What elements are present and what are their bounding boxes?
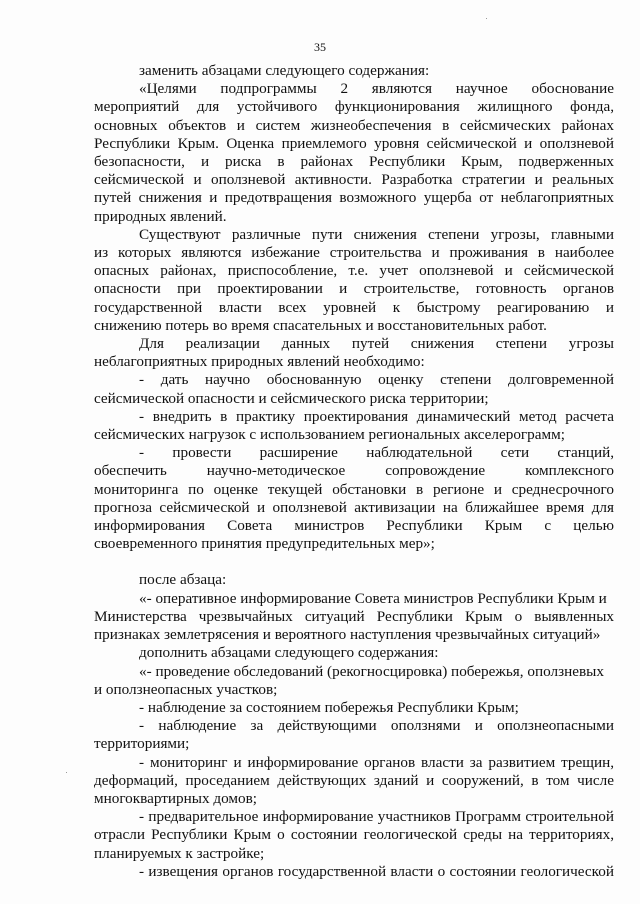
text-line: - внедрить в практику проектирования динамический метод расчета [139,407,614,425]
text-line: Существуют различные пути снижения степени угрозы, главными [139,225,614,243]
text-line: территориями; [94,735,190,753]
text-line: - дать научно обоснованную оценку степени долговременной [139,371,614,389]
text-line: деформаций, проседанием действующих зданий и сооружений, в том числе [94,771,614,789]
text-line: - провести расширение наблюдательной сети станций, [139,444,614,462]
text-line: сейсмической опасности и сейсмического риска территории; [94,389,489,407]
text-line: - извещения органов государственной власти о состоянии геологической [139,862,614,880]
text-line: мероприятий для устойчивого функционирования жилищного фонда, [94,98,614,116]
text-line: планируемых к застройке; [94,844,265,862]
text-line: снижению потерь во время спасательных и восстановительных работ. [94,316,547,334]
text-line: - предварительное информирование участников Программ строительной [139,808,614,826]
text-line: - наблюдение за состоянием побережья Республики Крым; [139,698,519,716]
text-line: - мониторинг и информирование органов власти за развитием трещин, [139,753,614,771]
text-line: своевременного принятия предупредительных мер»; [94,535,435,553]
page-number: 35 [314,40,326,54]
text-line: неблагоприятных природных явлений необходимо: [94,353,425,371]
text-line: «- оперативное информирование Совета министров Республики Крым и [139,589,607,607]
text-line: признаках землетрясения и вероятного наступления чрезвычайных ситуаций» [94,626,601,644]
text-line: многоквартирных домов; [94,789,257,807]
text-line: «Целями подпрограммы 2 являются научное обоснование [139,80,614,98]
text-line: путей снижения и предотвращения возможного ущерба от неблагоприятных [94,189,614,207]
text-line: заменить абзацами следующего содержания: [139,62,430,79]
text-line: и оползнеопасных участков; [94,680,278,698]
blank-line [94,553,614,571]
text-line: сейсмической и оползневой активности. Разработка стратегии и реальных [94,171,614,189]
text-line: государственной власти всех уровней к быстрому реагированию и [94,298,614,316]
text-line: - наблюдение за действующими оползнями и оползнеопасными [139,717,614,735]
text-line: обеспечить научно-методическое сопровождение комплексного [94,462,614,480]
text-line: из которых являются избежание строительства и проживания в наиболее [94,244,614,262]
text-line: прогноза сейсмической и оползневой активизации на ближайшее время для [94,498,614,516]
text-line: природных явлений. [94,207,227,225]
text-line: Республики Крым. Оценка приемлемого уровня сейсмической и оползневой [94,134,614,152]
text-line: «- проведение обследований (рекогносцировка) побережья, оползневых [139,662,604,680]
text-line: дополнить абзацами следующего содержания: [139,644,439,662]
text-line: после абзаца: [139,571,227,589]
scan-speck [486,18,487,19]
text-line: мониторинга по оценке текущей обстановки в регионе и среднесрочного [94,480,614,498]
text-line: отрасли Республики Крым о состоянии геологической среды на территориях, [94,826,614,844]
text-line: основных объектов и систем жизнеобеспечения в сейсмических районах [94,116,614,134]
text-line: безопасности, и риска в районах Республики Крым, подверженных [94,153,614,171]
text-line: опасных районах, приспособление, т.е. учет оползневой и сейсмической [94,262,614,280]
text-line: Для реализации данных путей снижения степени угрозы [139,335,614,353]
text-line: информирования Совета министров Республики Крым с целью [94,517,614,535]
text-line: опасности при проектировании и строительстве, готовность органов [94,280,614,298]
scan-speck [66,772,67,773]
text-line: Министерства чрезвычайных ситуаций Республики Крым о выявленных [94,607,614,625]
body-text [94,62,614,881]
text-line: сейсмических нагрузок с использованием региональных акселерограмм; [94,426,565,444]
